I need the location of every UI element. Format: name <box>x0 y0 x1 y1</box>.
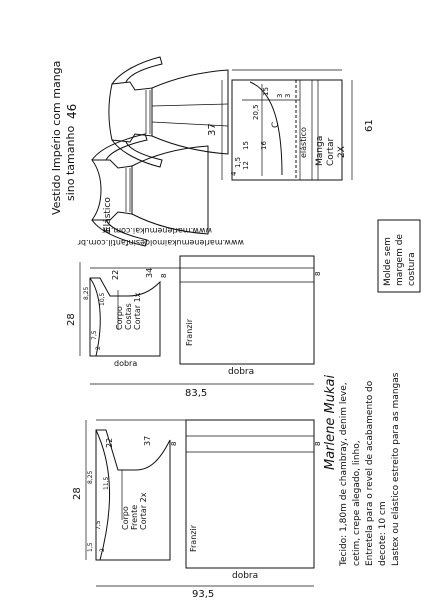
sleeve-dim-top: 15 <box>262 87 270 96</box>
fabric-note-line2: cetim, crepe alegado, linho, <box>352 440 362 566</box>
front-dobra: dobra <box>232 571 259 581</box>
signature-text: Marlene Mukai <box>323 374 338 470</box>
sleeve-height: 37 <box>207 123 218 136</box>
front-label-line2: Frente <box>130 504 139 530</box>
back-label-line3: Cortar 1x <box>133 292 142 330</box>
sleeve-dim-c: 12 <box>242 161 250 170</box>
back-dim-b: 7,5 <box>91 330 98 340</box>
sleeve-dim-w2: 3 <box>276 93 284 98</box>
sleeve-mark-c: 4 <box>230 171 238 176</box>
signature <box>323 375 338 470</box>
front-bodice-label <box>121 492 148 530</box>
front-franzir: Franzir <box>189 525 198 552</box>
front-dim-lower: 22 <box>105 437 114 448</box>
sleeve-mark-b: 1,5 <box>234 156 242 168</box>
website-line1: www.marlenemukai.com.br <box>102 226 212 235</box>
front-dim-a: 11,5 <box>103 476 110 490</box>
back-dim-side: 34 <box>145 267 154 278</box>
seam-note-line2: margem de <box>395 234 405 286</box>
back-bodice-pattern <box>66 256 322 399</box>
dress-back-view <box>109 57 228 167</box>
back-dim-d: 2 <box>95 346 102 350</box>
front-dim-d: 2 <box>99 548 106 552</box>
front-dim-bust: 8 <box>170 441 178 446</box>
front-label-line1: Corpo <box>121 506 130 530</box>
sleeve-dim-b: 15 <box>242 141 250 150</box>
seam-allowance-note <box>378 220 420 292</box>
sleeve-dim-w1: 20,5 <box>252 104 260 120</box>
back-label-line1: Corpo <box>115 306 124 330</box>
front-dim-b: 7,5 <box>95 520 102 530</box>
fabric-note <box>339 372 401 567</box>
elastic-label-illustration: Elástico <box>103 197 113 232</box>
fabric-note-line5: Lastex ou elástico estreito para as mangas <box>391 372 401 566</box>
front-label-line3: Cortar 2x <box>139 492 148 530</box>
front-dim-c: 8,25 <box>87 470 94 484</box>
back-dim-bust: 8 <box>160 273 168 278</box>
sleeve-dim-w3: 3 <box>284 93 292 98</box>
back-dim-width: 28 <box>66 313 77 326</box>
back-bodice-label <box>115 292 142 330</box>
front-dim-side: 37 <box>143 435 152 446</box>
fabric-note-line1: Tecido: 1,80m de chambray, denim leve, <box>339 382 349 566</box>
back-dim-a: 10,5 <box>99 292 106 306</box>
sleeve-mark-a: C <box>271 121 281 128</box>
back-label-line2: Costas <box>124 303 133 330</box>
sleeve-total: 61 <box>364 119 375 132</box>
back-dim-lower: 22 <box>111 269 120 280</box>
seam-note-line1: Molde sem <box>383 237 393 286</box>
back-skirt-8: 8 <box>314 271 322 276</box>
website-line2: www.marlenemukaimoldesinfantil.com.br <box>77 238 244 247</box>
title-line2: sino tamanho <box>64 125 77 201</box>
title-line1: Vestido Império com manga <box>50 60 63 215</box>
front-bodice-pattern <box>72 420 322 600</box>
front-dim-width: 28 <box>72 487 83 500</box>
front-dim-e: 1,5 <box>87 542 94 552</box>
front-length: 93,5 <box>192 589 215 600</box>
sleeve-pattern <box>207 70 375 180</box>
back-dobra-top: dobra <box>114 359 138 368</box>
sleeve-label-line3: 2X <box>337 146 347 158</box>
sleeve-label-line1: Manga <box>315 135 325 166</box>
back-dim-c: 8,25 <box>83 286 90 300</box>
back-length: 83,5 <box>185 388 208 399</box>
title-size: 46 <box>65 103 79 119</box>
back-franzir: Franzir <box>185 319 194 346</box>
back-dobra-skirt: dobra <box>228 367 255 377</box>
sleeve-elastic-label: elástico <box>299 127 308 158</box>
front-skirt-8: 8 <box>314 441 322 446</box>
fabric-note-line4: decote: 10 cm <box>378 501 388 566</box>
sleeve-label-line2: Cortar <box>326 137 336 166</box>
pattern-title <box>50 61 79 215</box>
fabric-note-line3: Entretela para o revel de acabamento do <box>365 380 375 566</box>
seam-note-line3: costura <box>407 252 417 286</box>
sleeve-dim-a: 16 <box>260 141 268 150</box>
